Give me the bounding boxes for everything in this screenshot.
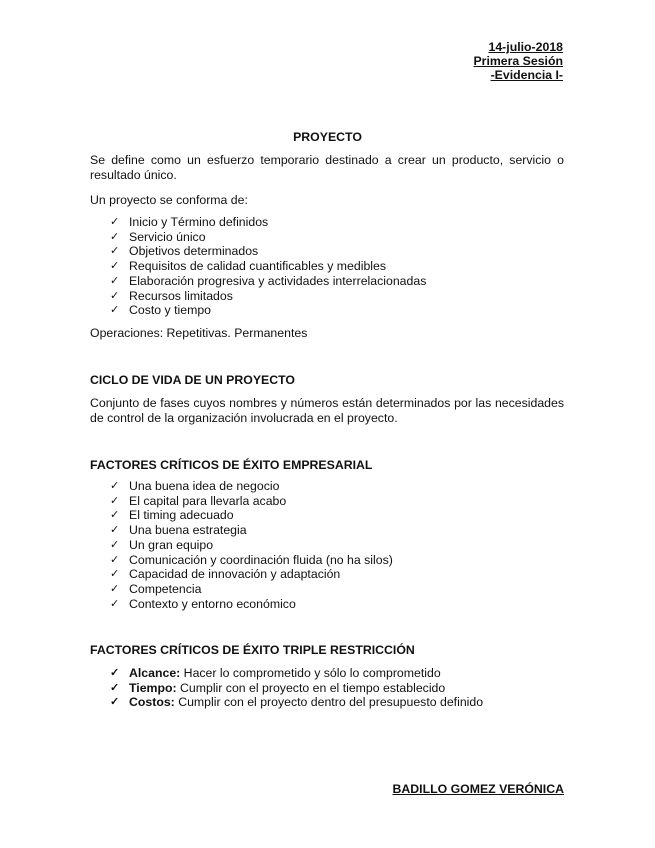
check-icon: ✓ bbox=[110, 553, 120, 566]
check-icon: ✓ bbox=[110, 509, 120, 522]
list-item: ✓ Capacidad de innovación y adaptación bbox=[110, 567, 341, 582]
check-icon: ✓ bbox=[110, 538, 120, 551]
factores-empresarial-list bbox=[110, 479, 393, 611]
check-icon: ✓ bbox=[110, 681, 120, 694]
check-icon: ✓ bbox=[110, 568, 120, 581]
check-icon: ✓ bbox=[110, 245, 120, 258]
check-icon: ✓ bbox=[110, 304, 120, 317]
check-icon: ✓ bbox=[110, 696, 120, 709]
list-item: ✓ Elaboración progresiva y actividades interrelacionadas bbox=[110, 273, 427, 288]
list-item: ✓ Una buena estrategia bbox=[110, 523, 247, 538]
check-icon: ✓ bbox=[110, 667, 120, 679]
list-item: ✓ Contexto y entorno económico bbox=[110, 596, 296, 611]
proyecto-intro: Un proyecto se conforma de: bbox=[90, 193, 248, 207]
costos-term: Costos: bbox=[129, 695, 175, 710]
list-item: ✓ Costos: Cumplir con el proyecto dentro del presupuesto definido bbox=[110, 695, 484, 710]
list-item: ✓ Inicio y Término definidos bbox=[110, 215, 269, 229]
list-item: ✓ Un gran equipo bbox=[110, 537, 214, 552]
operaciones-text: Operaciones: Repetitivas. Permanentes bbox=[90, 326, 308, 340]
list-item: ✓ Alcance: Hacer lo comprometido y sólo lo comprometido bbox=[110, 666, 441, 680]
tiempo-term: Tiempo: bbox=[129, 680, 177, 695]
check-icon: ✓ bbox=[110, 582, 120, 595]
check-icon: ✓ bbox=[110, 274, 120, 287]
alcance-term: Alcance: bbox=[129, 666, 181, 680]
proyecto-title: PROYECTO bbox=[293, 130, 362, 144]
header-evidence: -Evidencia I- bbox=[490, 68, 563, 82]
list-item: ✓ Recursos limitados bbox=[110, 288, 233, 303]
check-icon: ✓ bbox=[110, 524, 120, 537]
signature-name: BADILLO GOMEZ VERÓNICA bbox=[392, 782, 564, 796]
list-item: ✓ Costo y tiempo bbox=[110, 303, 212, 318]
check-icon: ✓ bbox=[110, 597, 120, 610]
list-item: ✓ Competencia bbox=[110, 581, 202, 596]
ciclo-text: Conjunto de fases cuyos nombres y números están determinados por las necesidades de control de la organización involucrada en el proyecto. bbox=[90, 396, 564, 425]
check-icon: ✓ bbox=[110, 289, 120, 302]
list-item: ✓ Tiempo: Cumplir con el proyecto en el tiempo establecido bbox=[110, 680, 446, 695]
proyecto-definition: Se define como un esfuerzo temporario destinado a crear un producto, servicio o resultado único. bbox=[90, 153, 564, 182]
check-icon: ✓ bbox=[110, 480, 120, 492]
ciclo-heading: CICLO DE VIDA DE UN PROYECTO bbox=[90, 373, 295, 387]
proyecto-list bbox=[110, 215, 426, 318]
check-icon: ✓ bbox=[110, 216, 120, 228]
list-item: ✓ El capital para llevarla acabo bbox=[110, 493, 287, 508]
factores-triple-heading: FACTORES CRÍTICOS DE ÉXITO TRIPLE RESTRICCIÓN bbox=[90, 643, 415, 657]
check-icon: ✓ bbox=[110, 230, 120, 243]
list-item: ✓ Servicio único bbox=[110, 229, 206, 244]
list-item: ✓ El timing adecuado bbox=[110, 508, 234, 523]
check-icon: ✓ bbox=[110, 494, 120, 507]
factores-triple-list bbox=[110, 666, 483, 710]
list-item: ✓ Requisitos de calidad cuantificables y medibles bbox=[110, 259, 387, 274]
check-icon: ✓ bbox=[110, 260, 120, 273]
list-item: ✓ Una buena idea de negocio bbox=[110, 479, 280, 493]
list-item: ✓ Objetivos determinados bbox=[110, 244, 259, 259]
factores-empresarial-heading: FACTORES CRÍTICOS DE ÉXITO EMPRESARIAL bbox=[90, 458, 373, 472]
document-header bbox=[473, 40, 563, 82]
header-date: 14-julio-2018 bbox=[488, 40, 563, 54]
header-session: Primera Sesión bbox=[473, 54, 563, 68]
list-item: ✓ Comunicación y coordinación fluida (no ha silos) bbox=[110, 552, 393, 567]
